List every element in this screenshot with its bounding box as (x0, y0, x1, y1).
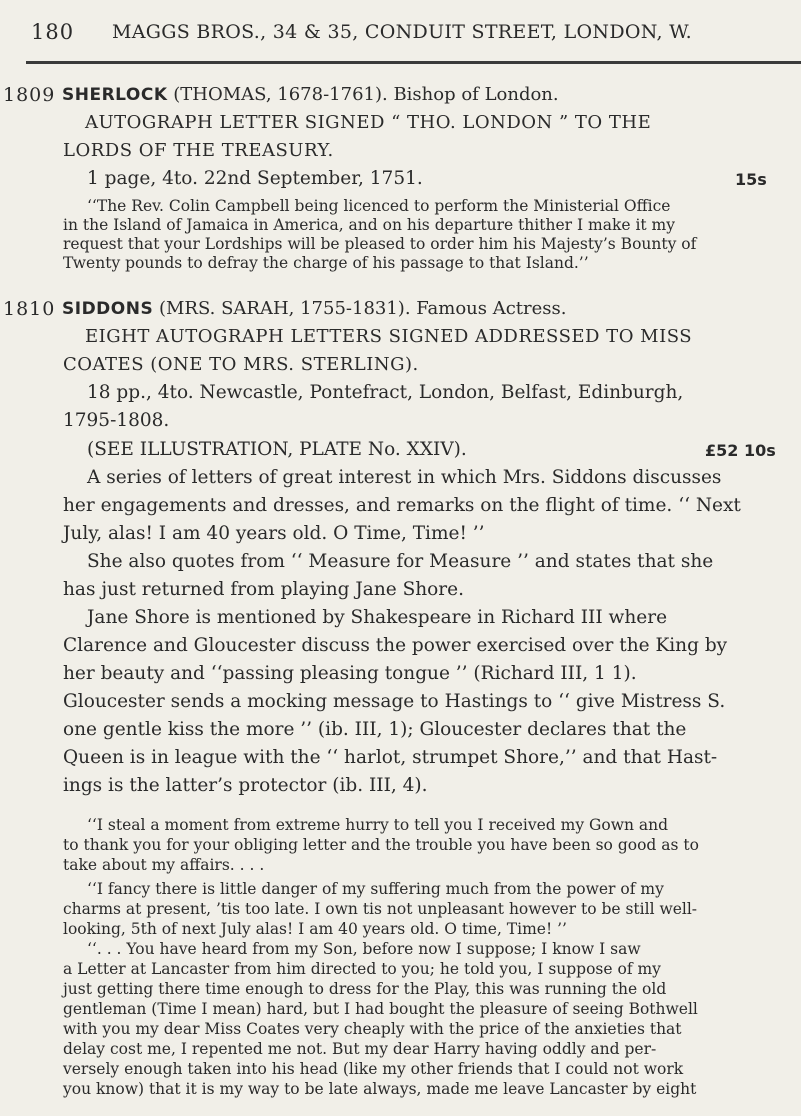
description-line: Jane Shore is mentioned by Shakespeare in Richard III where (87, 607, 668, 628)
quote-line: gentleman (Time I mean) hard, but I had bought the pleasure of seeing Bothwell (63, 1000, 698, 1018)
description-line: She also quotes from ‘‘ Measure for Measure ’’ and states that she (87, 551, 714, 572)
entry-heading (62, 84, 559, 105)
quote-line: with you my dear Miss Coates very cheaply with the price of the anxieties that (63, 1020, 682, 1038)
quote-line: charms at present, ’tis too late. I own tis not unpleasant however to be still well- (63, 900, 698, 918)
description-line: her beauty and ‘‘passing pleasing tongue ’’ (Richard III, 1 1). (63, 663, 637, 684)
quote-line: ‘‘I steal a moment from extreme hurry to tell you I received my Gown and (87, 816, 669, 834)
quote-line: you know) that it is my way to be late always, made me leave Lancaster by eight (63, 1080, 697, 1098)
quote-line: in the Island of Jamaica in America, and on his departure thither I make it my (63, 216, 676, 234)
description-line: July, alas! I am 40 years old. O Time, Time! ’’ (63, 523, 485, 544)
entry-collation: 1795-1808. (63, 410, 170, 431)
quote-line: to thank you for your obliging letter and the trouble you have been so good as to (63, 836, 699, 854)
quote-line: ‘‘. . . You have heard from my Son, before now I suppose; I know I saw (87, 940, 641, 958)
entry-name: SIDDONS (62, 299, 154, 319)
entry-collation: 1 page, 4to. 22nd September, 1751. (87, 168, 423, 189)
entry-number: 1810 (3, 298, 56, 320)
quote-line: delay cost me, I repented me not. But my dear Harry having oddly and per- (63, 1040, 657, 1058)
quote-line: take about my affairs. . . . (63, 856, 265, 874)
entry-heading-rest: (MRS. SARAH, 1755-1831). Famous Actress. (153, 298, 567, 319)
description-line: Clarence and Gloucester discuss the power exercised over the King by (63, 635, 728, 656)
description-line: has just returned from playing Jane Shore. (63, 579, 464, 600)
entry-name: SHERLOCK (62, 85, 168, 105)
description-line: ings is the latter’s protector (ib. III, 4). (63, 775, 428, 796)
page-header (0, 20, 801, 60)
page-number: 180 (31, 20, 75, 44)
description-line: her engagements and dresses, and remarks on the flight of time. ‘‘ Next (63, 495, 741, 516)
entry-number: 1809 (3, 84, 56, 106)
description-line: Queen is in league with the ‘‘ harlot, strumpet Shore,’’ and that Hast- (63, 747, 718, 768)
entry-price: 15s (735, 170, 767, 189)
quote-line: ‘‘The Rev. Colin Campbell being licenced to perform the Ministerial Office (87, 197, 671, 215)
entry-title-line: COATES (ONE TO MRS. STERLING). (63, 354, 419, 375)
quote-line: just getting there time enough to dress for the Play, this was running the old (63, 980, 667, 998)
header-rule (26, 61, 801, 64)
quote-line: ‘‘I fancy there is little danger of my suffering much from the power of my (87, 880, 664, 898)
entry-title-line: AUTOGRAPH LETTER SIGNED “ THO. LONDON ” TO THE (85, 112, 652, 133)
entry-price: £52 10s (705, 441, 776, 460)
quote-line: a Letter at Lancaster from him directed to you; he told you, I suppose of my (63, 960, 661, 978)
running-title: MAGGS BROS., 34 & 35, CONDUIT STREET, LONDON, W. (112, 21, 692, 43)
quote-line: request that your Lordships will be pleased to order him his Majesty’s Bounty of (63, 235, 697, 253)
quote-line: looking, 5th of next July alas! I am 40 years old. O time, Time! ’’ (63, 920, 567, 938)
entry-collation: 18 pp., 4to. Newcastle, Pontefract, London, Belfast, Edinburgh, (87, 382, 684, 403)
description-line: one gentle kiss the more ’’ (ib. III, 1); Gloucester declares that the (63, 719, 687, 740)
entry-heading (62, 298, 567, 319)
entry-title-line: LORDS OF THE TREASURY. (63, 140, 334, 161)
description-line: A series of letters of great interest in which Mrs. Siddons discusses (87, 467, 722, 488)
entry-heading-rest: (THOMAS, 1678-1761). Bishop of London. (167, 84, 559, 105)
description-line: Gloucester sends a mocking message to Hastings to ‘‘ give Mistress S. (63, 691, 726, 712)
entry-title-line: EIGHT AUTOGRAPH LETTERS SIGNED ADDRESSED TO MISS (85, 326, 693, 347)
entry-illustration-note: (SEE ILLUSTRATION, PLATE No. XXIV). (87, 439, 467, 460)
quote-line: versely enough taken into his head (like my other friends that I could not work (63, 1060, 684, 1078)
quote-line: Twenty pounds to defray the charge of his passage to that Island.’’ (63, 254, 589, 272)
